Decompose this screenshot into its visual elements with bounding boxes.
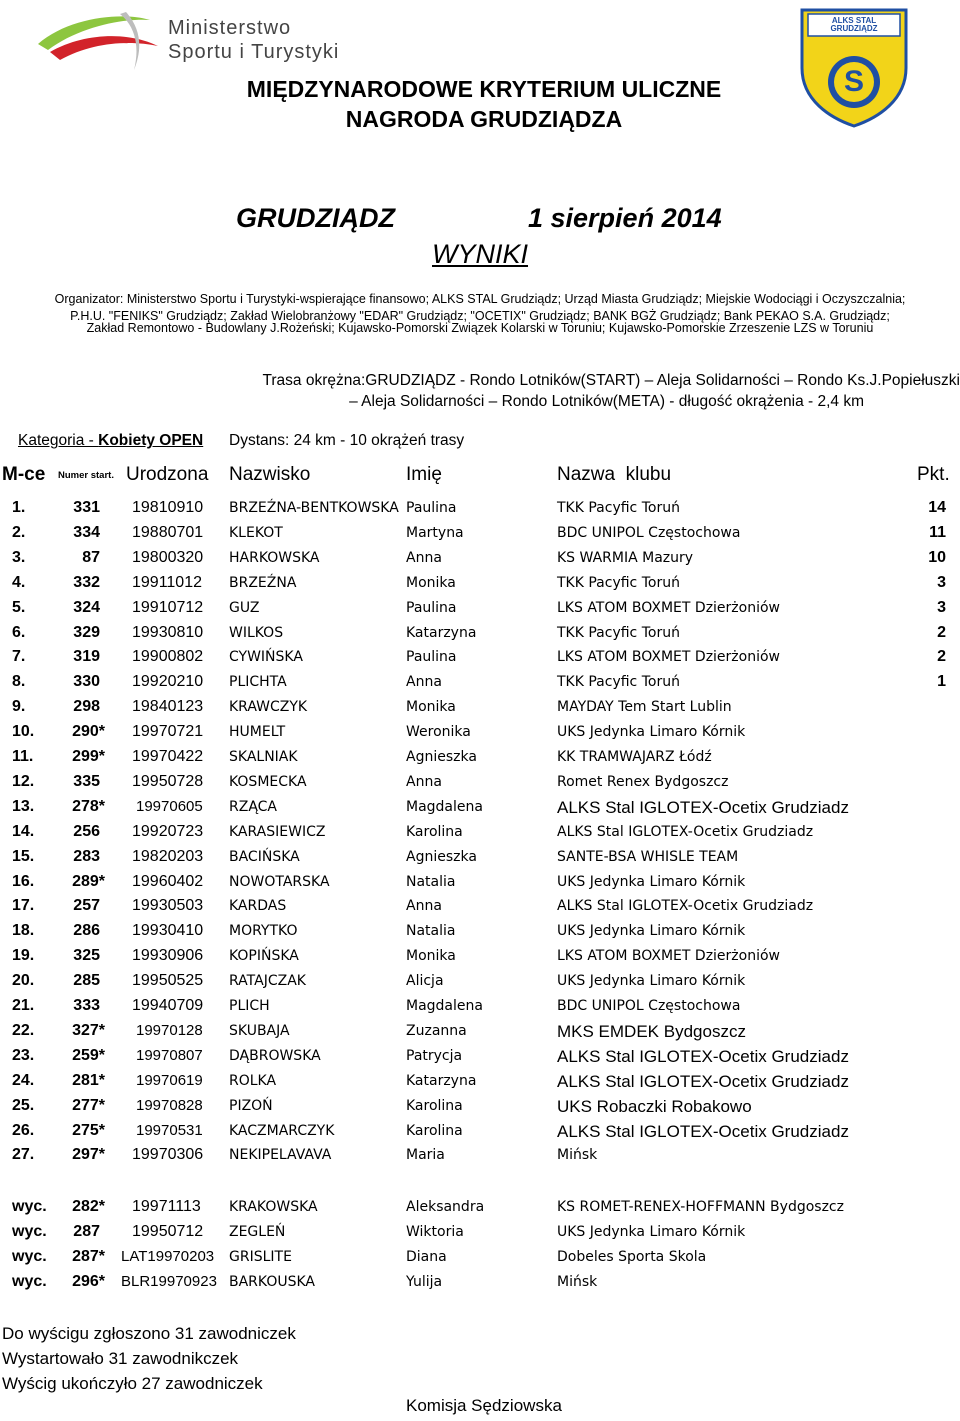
club-cell: TKK Pacyfic Toruń xyxy=(557,500,680,516)
born-cell: 19800320 xyxy=(132,548,204,566)
surname-cell: KOSMECKA xyxy=(229,773,307,790)
first-name-cell: Maria xyxy=(406,1147,445,1164)
born-cell: 19970721 xyxy=(132,723,204,741)
place-cell: 19. xyxy=(12,947,35,965)
col-header-born: Urodzona xyxy=(126,464,209,485)
first-name-cell: Magdalena xyxy=(406,798,483,815)
club-cell: KS ROMET-RENEX-HOFFMANN Bydgoszcz xyxy=(557,1199,844,1215)
club-cell: Romet Renex Bydgoszcz xyxy=(557,773,729,790)
place-cell: 13. xyxy=(12,797,35,815)
surname-cell: MORYTKO xyxy=(229,923,298,940)
points-cell: 3 xyxy=(937,573,946,591)
club-cell: BDC UNIPOL Częstochowa xyxy=(557,998,741,1014)
category-name: Kobiety OPEN xyxy=(98,432,204,449)
born-cell: 19950712 xyxy=(132,1223,204,1240)
place-cell: 16. xyxy=(12,872,35,890)
place-cell: 3. xyxy=(12,548,26,566)
start-number-cell: 275* xyxy=(72,1121,105,1139)
start-number-cell: 278* xyxy=(72,797,105,815)
surname-cell: KLEKOT xyxy=(229,524,283,541)
surname-cell: HARKOWSKA xyxy=(229,549,320,566)
result-row xyxy=(0,773,960,798)
surname-cell: GRISLITE xyxy=(229,1249,292,1265)
start-number-cell: 257 xyxy=(73,897,100,915)
place-cell: 7. xyxy=(12,648,26,666)
place-cell: 1. xyxy=(12,499,26,516)
start-number-cell: 324 xyxy=(73,598,100,616)
place-cell: 23. xyxy=(12,1046,35,1064)
club-cell: ALKS Stal IGLOTEX-Ocetix Grudziadz xyxy=(557,797,849,817)
place-cell: wyc. xyxy=(12,1198,47,1215)
surname-cell: CYWIŃSKA xyxy=(229,649,303,666)
col-header-place: M-ce xyxy=(2,464,46,485)
start-number-cell: 286 xyxy=(73,922,100,940)
points-cell: 11 xyxy=(929,523,946,541)
col-header-surname: Nazwisko xyxy=(229,464,311,485)
place-cell: 25. xyxy=(12,1096,35,1114)
result-row xyxy=(0,922,960,947)
place-cell: 22. xyxy=(12,1021,35,1039)
first-name-cell: Paulina xyxy=(406,649,457,666)
first-name-cell: Karolina xyxy=(406,1122,463,1139)
first-name-cell: Katarzyna xyxy=(406,624,477,641)
born-cell: BLR19970923 xyxy=(121,1273,217,1290)
organizers-line1: Organizator: Ministerstwo Sportu i Turystyki-wspierające finansowo; ALKS STAL Grudziądz; Urząd Miasta Grudziądz; Miejskie Wodociągi i Oczyszczalnia; xyxy=(54,292,906,306)
born-cell: 19960402 xyxy=(132,872,204,890)
result-row xyxy=(0,947,960,972)
born-cell: 19930810 xyxy=(132,623,204,641)
result-row xyxy=(0,673,960,698)
surname-cell: PIZOŃ xyxy=(229,1097,273,1114)
place-cell: 20. xyxy=(12,972,35,990)
start-number-cell: 287* xyxy=(72,1248,105,1265)
club-cell: MKS EMDEK Bydgoszcz xyxy=(557,1021,746,1041)
surname-cell: ZEGLEŃ xyxy=(229,1224,286,1240)
born-cell: 19910712 xyxy=(132,598,204,616)
place-cell: wyc. xyxy=(12,1248,47,1265)
club-cell: ALKS Stal IGLOTEX-Ocetix Grudziadz xyxy=(557,1046,849,1066)
first-name-cell: Yulija xyxy=(406,1274,443,1290)
surname-cell: KACZMARCZYK xyxy=(229,1122,335,1139)
first-name-cell: Monika xyxy=(406,948,456,965)
club-cell: LKS ATOM BOXMET Dzierżoniów xyxy=(557,948,780,965)
club-cell: UKS Jedynka Limaro Kórnik xyxy=(557,1224,746,1240)
organizers-line2: P.H.U. "FENIKS" Grudziądz; Zakład Wielobranżowy "EDAR" Grudziądz; "OCETIX" Grudziądz; BANK BGŻ Grudziądz; Bank PEKAO S.A. Grudziądz; xyxy=(70,309,890,323)
result-row xyxy=(0,823,960,848)
result-row xyxy=(0,848,960,873)
first-name-cell: Anna xyxy=(406,549,442,566)
born-cell: 19970619 xyxy=(136,1071,203,1089)
born-cell: 19971113 xyxy=(132,1198,201,1215)
points-cell: 10 xyxy=(928,548,946,566)
place-cell: wyc. xyxy=(12,1273,47,1290)
start-number-cell: 298 xyxy=(73,698,100,716)
points-cell: 1 xyxy=(937,673,946,691)
first-name-cell: Natalia xyxy=(406,873,456,890)
place-cell: 2. xyxy=(12,523,26,541)
signature: Komisja Sędziowska xyxy=(406,1396,562,1415)
start-number-cell: 334 xyxy=(73,523,100,541)
first-name-cell: Martyna xyxy=(406,524,464,541)
surname-cell: GUZ xyxy=(229,599,260,616)
withdrawn-row xyxy=(0,1273,960,1298)
start-number-cell: 290* xyxy=(72,723,105,741)
start-number-cell: 331 xyxy=(73,499,100,516)
club-cell: MAYDAY Tem Start Lublin xyxy=(557,699,732,716)
born-cell: 19920723 xyxy=(132,822,204,840)
club-cell: ALKS Stal IGLOTEX-Ocetix Grudziadz xyxy=(557,823,814,840)
points-cell: 2 xyxy=(937,648,946,666)
born-cell: 19950728 xyxy=(132,772,204,790)
place-cell: wyc. xyxy=(12,1223,47,1240)
place-cell: 12. xyxy=(12,772,35,790)
first-name-cell: Patrycja xyxy=(406,1047,463,1064)
start-number-cell: 289* xyxy=(72,872,105,890)
result-row xyxy=(0,1122,960,1147)
surname-cell: RZĄCA xyxy=(229,798,278,815)
born-cell: 19840123 xyxy=(132,698,204,716)
withdrawn-row xyxy=(0,1248,960,1273)
surname-cell: HUMELT xyxy=(229,724,286,741)
result-row xyxy=(0,624,960,649)
first-name-cell: Karolina xyxy=(406,1097,463,1114)
club-cell: BDC UNIPOL Częstochowa xyxy=(557,524,741,541)
place-cell: 5. xyxy=(12,598,26,616)
club-cell: LKS ATOM BOXMET Dzierżoniów xyxy=(557,649,780,666)
club-cell: Dobeles Sporta Skola xyxy=(557,1249,707,1265)
first-name-cell: Anna xyxy=(406,898,442,915)
result-row xyxy=(0,524,960,549)
surname-cell: ROLKA xyxy=(229,1072,277,1089)
club-cell: KK TRAMWAJARZ Łódź xyxy=(557,749,712,765)
shield-letter: S xyxy=(843,65,864,98)
first-name-cell: Wiktoria xyxy=(406,1224,464,1240)
points-cell: 14 xyxy=(928,499,946,516)
result-row xyxy=(0,599,960,624)
start-number-cell: 87 xyxy=(82,548,100,566)
result-row xyxy=(0,723,960,748)
born-cell: 19930503 xyxy=(132,897,204,915)
ministry-swoosh-icon xyxy=(30,6,180,76)
result-row xyxy=(0,549,960,574)
born-cell: LAT19970203 xyxy=(121,1248,215,1265)
result-row xyxy=(0,648,960,673)
surname-cell: KRAWCZYK xyxy=(229,699,308,716)
first-name-cell: Monika xyxy=(406,699,456,716)
club-cell: UKS Jedynka Limaro Kórnik xyxy=(557,923,746,940)
place-cell: 21. xyxy=(12,997,35,1014)
place-cell: 11. xyxy=(12,748,34,765)
result-row xyxy=(0,499,960,524)
start-number-cell: 281* xyxy=(72,1071,105,1089)
col-header-points: Pkt. xyxy=(917,464,950,485)
organizers-line3: Zakład Remontowo - Budowlany J.Rożeński; Kujawsko-Pomorski Związek Kolarski w Toruniu; Kujawsko-Pomorskie Zrzeszenie LZS w Toruniu xyxy=(86,321,874,335)
start-number-cell: 327* xyxy=(72,1021,105,1039)
born-cell: 19930410 xyxy=(132,922,204,940)
col-header-club: Nazwa klubu xyxy=(557,464,672,485)
start-number-cell: 335 xyxy=(73,772,100,790)
place-cell: 8. xyxy=(12,673,26,691)
born-cell: 19970422 xyxy=(132,748,204,765)
start-number-cell: 285 xyxy=(73,972,100,990)
result-row xyxy=(0,698,960,723)
club-cell: UKS Jedynka Limaro Kórnik xyxy=(557,873,746,890)
first-name-cell: Anna xyxy=(406,773,442,790)
club-cell: TKK Pacyfic Toruń xyxy=(557,574,680,591)
first-name-cell: Natalia xyxy=(406,923,456,940)
club-cell: ALKS Stal IGLOTEX-Ocetix Grudziadz xyxy=(557,1071,849,1091)
born-cell: 19911012 xyxy=(132,573,202,591)
start-number-cell: 283 xyxy=(73,847,100,865)
club-cell: UKS Robaczki Robakowo xyxy=(557,1096,752,1116)
place-cell: 6. xyxy=(12,623,26,641)
ministry-line1: Ministerstwo xyxy=(168,17,292,39)
surname-cell: NOWOTARSKA xyxy=(229,873,330,890)
start-number-cell: 330 xyxy=(73,673,100,691)
start-number-cell: 259* xyxy=(72,1046,105,1064)
club-cell: UKS Jedynka Limaro Kórnik xyxy=(557,973,746,990)
start-number-cell: 325 xyxy=(73,947,100,965)
born-cell: 19970605 xyxy=(136,797,203,815)
first-name-cell: Weronika xyxy=(406,724,471,741)
born-cell: 19970807 xyxy=(136,1046,203,1064)
event-city: GRUDZIĄDZ xyxy=(236,203,395,233)
surname-cell: SKUBAJA xyxy=(229,1022,290,1039)
place-cell: 4. xyxy=(12,573,26,591)
event-title-line1: MIĘDZYNARODOWE KRYTERIUM ULICZNE xyxy=(246,76,722,102)
surname-cell: PLICHTA xyxy=(229,674,287,691)
start-number-cell: 329 xyxy=(73,623,100,641)
born-cell: 19940709 xyxy=(132,997,204,1014)
result-row xyxy=(0,873,960,898)
surname-cell: SKALNIAK xyxy=(229,749,298,765)
first-name-cell: Aleksandra xyxy=(406,1199,485,1215)
ministry-line2: Sportu i Turystyki xyxy=(168,41,340,63)
withdrawn-row xyxy=(0,1198,960,1223)
col-header-start-number: Numer start. xyxy=(58,470,114,481)
born-cell: 19950525 xyxy=(132,972,204,990)
event-date: 1 sierpień 2014 xyxy=(528,203,722,233)
surname-cell: NEKIPELAVAVA xyxy=(229,1147,332,1164)
event-title-line2: NAGRODA GRUDZIĄDZA xyxy=(345,106,623,132)
place-cell: 10. xyxy=(12,723,35,741)
place-cell: 9. xyxy=(12,698,26,716)
place-cell: 14. xyxy=(12,822,35,840)
born-cell: 19820203 xyxy=(132,847,204,865)
place-cell: 26. xyxy=(12,1121,35,1139)
result-row xyxy=(0,748,960,773)
result-row xyxy=(0,1072,960,1097)
first-name-cell: Agnieszka xyxy=(406,749,477,765)
club-cell: ALKS Stal IGLOTEX-Ocetix Grudziadz xyxy=(557,898,814,915)
footer-started: Wystartowało 31 zawodnikczek xyxy=(2,1349,239,1368)
category-label xyxy=(18,432,203,450)
born-cell: 19970531 xyxy=(136,1121,203,1139)
surname-cell: BRZEŹNA xyxy=(229,574,297,591)
start-number-cell: 299* xyxy=(72,748,105,765)
category-prefix: Kategoria - xyxy=(18,432,99,449)
surname-cell: BACIŃSKA xyxy=(229,848,300,865)
start-number-cell: 282* xyxy=(72,1198,105,1215)
first-name-cell: Magdalena xyxy=(406,998,483,1014)
first-name-cell: Alicja xyxy=(406,973,444,990)
start-number-cell: 297* xyxy=(72,1146,105,1164)
results-heading: WYNIKI xyxy=(432,239,529,269)
surname-cell: DĄBROWSKA xyxy=(229,1047,321,1064)
start-number-cell: 332 xyxy=(73,573,100,591)
result-row xyxy=(0,1047,960,1072)
withdrawn-row xyxy=(0,1223,960,1248)
col-header-first-name: Imię xyxy=(406,464,442,485)
first-name-cell: Diana xyxy=(406,1249,447,1265)
result-row xyxy=(0,1097,960,1122)
result-row xyxy=(0,972,960,997)
points-cell: 2 xyxy=(937,623,946,641)
club-cell: ALKS Stal IGLOTEX-Ocetix Grudziadz xyxy=(557,1121,849,1141)
first-name-cell: Monika xyxy=(406,574,456,591)
route-line2: – Aleja Solidarności – Rondo Lotników(META) - długość okrążenia - 2,4 km xyxy=(349,393,864,410)
surname-cell: PLICH xyxy=(229,998,270,1014)
start-number-cell: 287 xyxy=(73,1223,100,1240)
born-cell: 19810910 xyxy=(132,499,204,516)
surname-cell: BRZEŹNA-BENTKOWSKA xyxy=(229,500,399,516)
surname-cell: KOPIŃSKA xyxy=(229,948,299,965)
first-name-cell: Paulina xyxy=(406,599,457,616)
born-cell: 19920210 xyxy=(132,673,204,691)
club-cell: LKS ATOM BOXMET Dzierżoniów xyxy=(557,599,780,616)
club-cell: UKS Jedynka Limaro Kórnik xyxy=(557,724,746,741)
place-cell: 17. xyxy=(12,897,35,915)
club-cell: SANTE-BSA WHISLE TEAM xyxy=(557,848,739,865)
result-row xyxy=(0,1146,960,1171)
surname-cell: KARDAS xyxy=(229,898,287,915)
start-number-cell: 256 xyxy=(73,822,100,840)
distance-label: Dystans: 24 km - 10 okrążeń trasy xyxy=(229,432,465,449)
first-name-cell: Karolina xyxy=(406,823,463,840)
born-cell: 19970128 xyxy=(136,1021,203,1039)
ministry-logo-text xyxy=(168,16,339,64)
born-cell: 19970306 xyxy=(132,1146,204,1164)
result-row xyxy=(0,798,960,823)
result-row xyxy=(0,574,960,599)
born-cell: 19930906 xyxy=(132,947,204,965)
points-cell: 3 xyxy=(937,598,946,616)
born-cell: 19880701 xyxy=(132,523,204,541)
surname-cell: KRAKOWSKA xyxy=(229,1199,318,1215)
start-number-cell: 296* xyxy=(72,1273,105,1290)
first-name-cell: Agnieszka xyxy=(406,848,477,865)
shield-caption-line1: ALKS STAL xyxy=(831,16,877,25)
born-cell: 19970828 xyxy=(136,1096,203,1114)
result-row xyxy=(0,997,960,1022)
first-name-cell: Zuzanna xyxy=(406,1022,467,1039)
place-cell: 15. xyxy=(12,847,35,865)
club-cell: TKK Pacyfic Toruń xyxy=(557,674,680,691)
start-number-cell: 277* xyxy=(72,1096,105,1114)
shield-caption-line2: GRUDZIĄDZ xyxy=(830,24,878,33)
surname-cell: RATAJCZAK xyxy=(229,973,306,990)
surname-cell: BARKOUSKA xyxy=(229,1274,315,1290)
first-name-cell: Katarzyna xyxy=(406,1072,477,1089)
route-line1: Trasa okrężna:GRUDZIĄDZ - Rondo Lotników(START) – Aleja Solidarności – Rondo Ks.J.Popiełuszki xyxy=(262,372,960,389)
born-cell: 19900802 xyxy=(132,648,204,666)
surname-cell: KARASIEWICZ xyxy=(229,823,326,840)
footer-finished: Wyścig ukończyło 27 zawodniczek xyxy=(2,1374,263,1393)
result-row xyxy=(0,897,960,922)
first-name-cell: Paulina xyxy=(406,500,457,516)
shield-caption xyxy=(816,17,892,33)
footer-registered: Do wyścigu zgłoszono 31 zawodniczek xyxy=(2,1324,296,1343)
club-cell: Mińsk xyxy=(557,1147,598,1164)
start-number-cell: 333 xyxy=(73,997,100,1014)
start-number-cell: 319 xyxy=(73,648,100,666)
place-cell: 24. xyxy=(12,1071,35,1089)
place-cell: 27. xyxy=(12,1146,35,1164)
result-row xyxy=(0,1022,960,1047)
first-name-cell: Anna xyxy=(406,674,442,691)
club-cell: Mińsk xyxy=(557,1274,598,1290)
club-cell: KS WARMIA Mazury xyxy=(557,549,694,566)
club-cell: TKK Pacyfic Toruń xyxy=(557,624,680,641)
surname-cell: WILKOS xyxy=(229,624,284,641)
place-cell: 18. xyxy=(12,922,35,940)
